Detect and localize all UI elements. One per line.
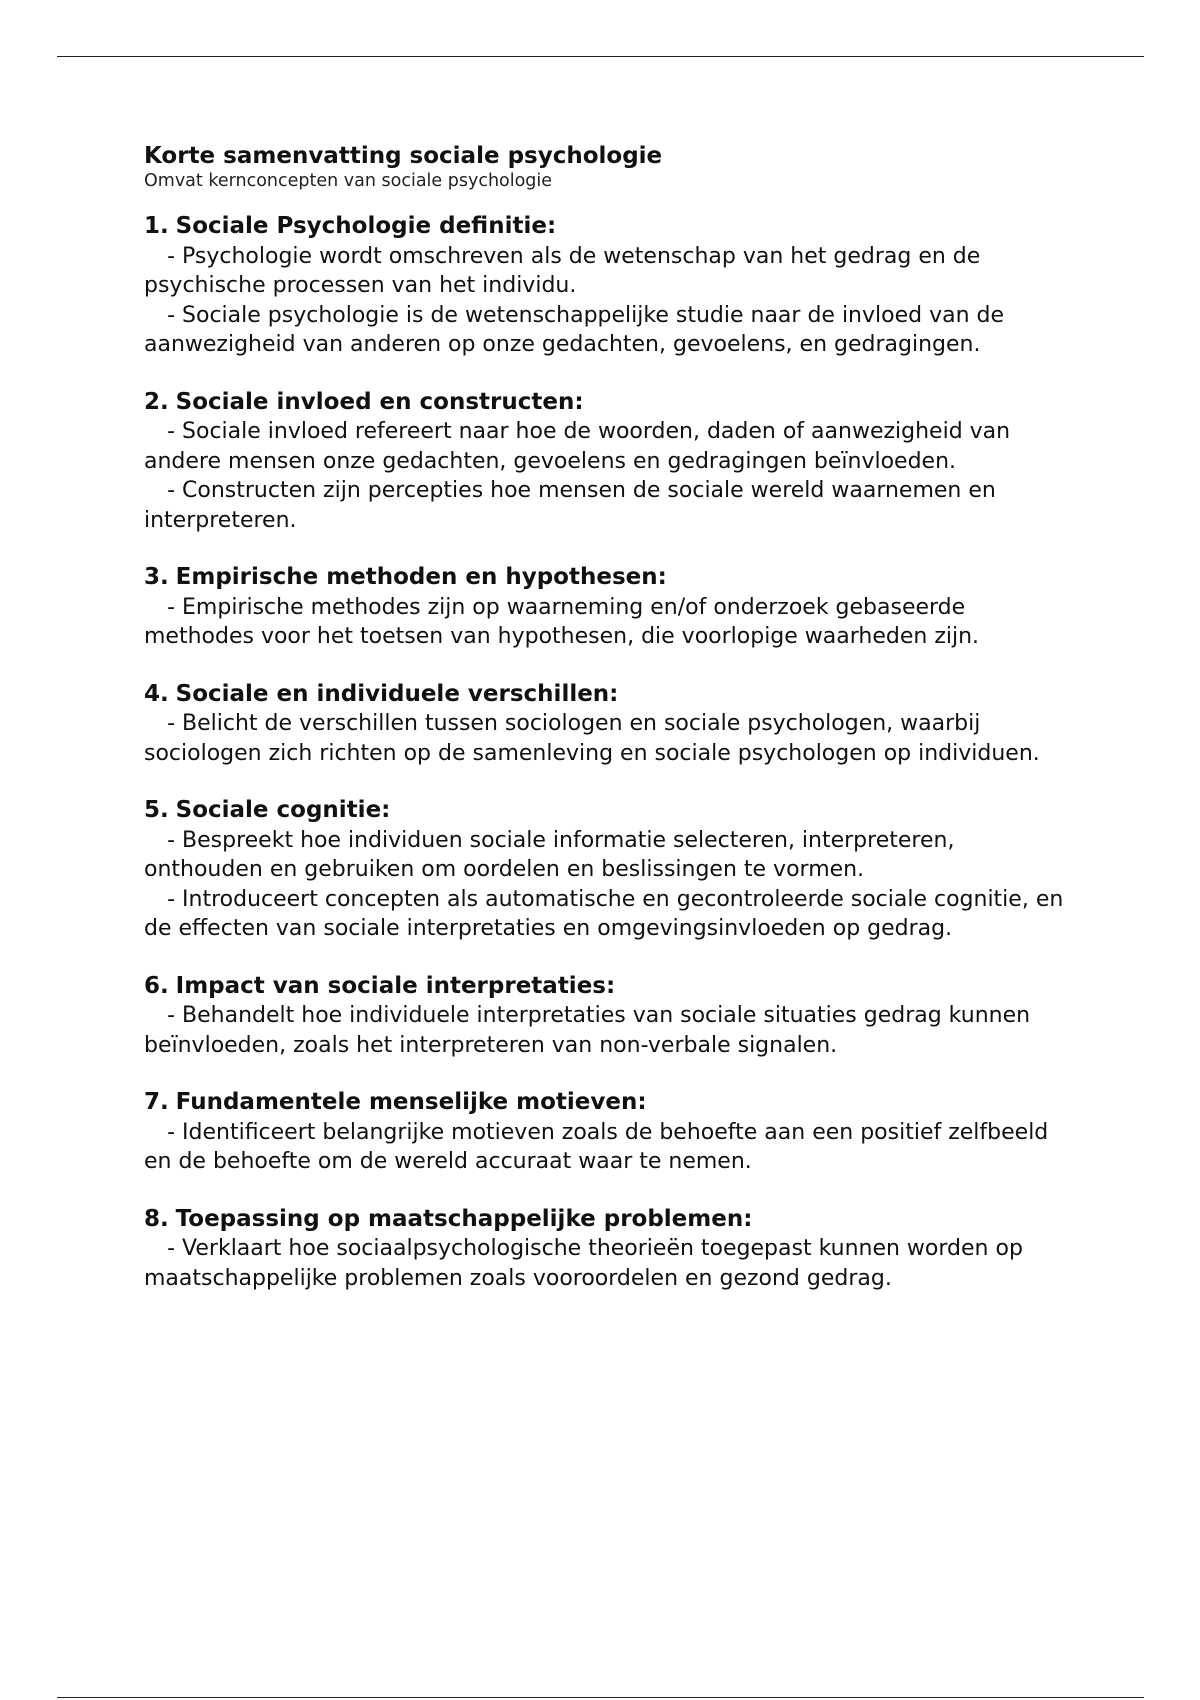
section-title: Sociale cognitie: — [175, 797, 391, 823]
section-title: Sociale en individuele verschillen: — [175, 680, 619, 707]
section-heading — [144, 388, 1064, 418]
section-sociale-invloed — [144, 388, 1064, 536]
section-paragraph: - Verklaart hoe sociaalpsychologische theorieën toegepast kunnen worden op maatschappelijke problemen zoals vooroordelen en gezond gedrag. — [144, 1236, 1023, 1291]
section-motieven — [144, 1088, 1064, 1177]
section-number: 7. — [144, 1089, 169, 1115]
section-heading — [144, 563, 1064, 593]
section-title: Toepassing op maatschappelijke problemen: — [175, 1205, 753, 1232]
section-number: 2. — [144, 388, 169, 415]
section-title: Empirische methoden en hypothesen: — [175, 564, 667, 590]
section-heading — [144, 680, 1064, 710]
section-paragraph: - Constructen zijn percepties hoe mensen de sociale wereld waarnemen en interpreteren. — [144, 478, 996, 533]
section-definitie — [144, 212, 1064, 360]
document-body — [144, 142, 1064, 1321]
section-number: 8. — [144, 1205, 169, 1232]
section-heading — [144, 1205, 1064, 1235]
section-title: Sociale invloed en constructen: — [175, 388, 584, 415]
section-number: 6. — [144, 972, 169, 999]
section-interpretaties — [144, 972, 1064, 1061]
section-paragraph: - Belicht de verschillen tussen sociologen en sociale psychologen, waarbij sociologen zich richten op de samenleving en sociale psychologen op individuen. — [144, 711, 1040, 766]
top-rule — [57, 56, 1144, 57]
section-paragraph: - Sociale psychologie is de wetenschappelijke studie naar de invloed van de aanwezigheid van anderen op onze gedachten, gevoelens, en gedragingen. — [144, 302, 1005, 357]
section-paragraph: - Psychologie wordt omschreven als de wetenschap van het gedrag en de psychische processen van het individu. — [144, 243, 981, 298]
document-subtitle: Omvat kernconcepten van sociale psychologie — [144, 171, 553, 191]
section-title: Sociale Psychologie definitie: — [175, 213, 557, 239]
section-heading — [144, 972, 1064, 1002]
section-heading — [144, 212, 1064, 242]
document-title: Korte samenvatting sociale psychologie — [144, 143, 663, 169]
section-paragraph: - Empirische methodes zijn op waarneming en/of onderzoek gebaseerde methodes voor het toetsen van hypothesen, die voorlopige waarheden zijn. — [144, 594, 980, 649]
section-number: 3. — [144, 564, 169, 590]
section-paragraph: - Identificeert belangrijke motieven zoals de behoefte aan een positief zelfbeeld en de behoefte om de wereld accuraat waar te nemen. — [144, 1119, 1049, 1174]
section-toepassing — [144, 1205, 1064, 1294]
section-empirische-methoden — [144, 563, 1064, 652]
section-number: 5. — [144, 797, 169, 823]
section-verschillen — [144, 680, 1064, 769]
section-number: 4. — [144, 680, 169, 707]
section-paragraph: - Behandelt hoe individuele interpretaties van sociale situaties gedrag kunnen beïnvloeden, zoals het interpreteren van non-verbale signalen. — [144, 1003, 1031, 1058]
section-heading — [144, 796, 1064, 826]
section-paragraph: - Sociale invloed refereert naar hoe de woorden, daden of aanwezigheid van andere mensen onze gedachten, gevoelens en gedragingen beïnvloeden. — [144, 419, 1011, 474]
section-title: Impact van sociale interpretaties: — [175, 972, 616, 999]
section-title: Fundamentele menselijke motieven: — [175, 1089, 647, 1115]
section-paragraph: - Introduceert concepten als automatische en gecontroleerde sociale cognitie, en de effecten van sociale interpretaties en omgevingsinvloeden op gedrag. — [144, 886, 1064, 941]
bottom-rule — [57, 1697, 1144, 1698]
section-sociale-cognitie — [144, 796, 1064, 944]
section-paragraph: - Bespreekt hoe individuen sociale informatie selecteren, interpreteren, onthouden en gebruiken om oordelen en beslissingen te vormen. — [144, 827, 955, 882]
section-number: 1. — [144, 213, 169, 239]
section-heading — [144, 1088, 1064, 1118]
